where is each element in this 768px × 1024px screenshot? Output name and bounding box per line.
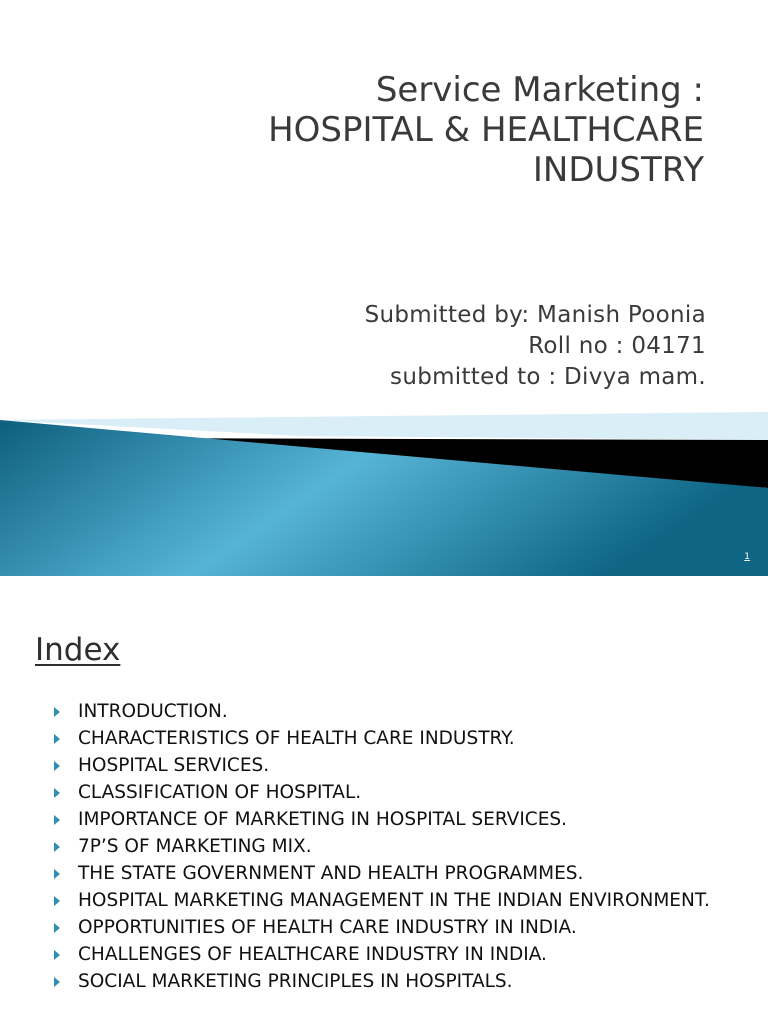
roll-no-line: Roll no : 04171 xyxy=(528,333,706,359)
triangle-bullet-icon xyxy=(54,923,60,933)
list-item xyxy=(54,810,754,830)
list-item-text: INTRODUCTION. xyxy=(78,701,228,722)
triangle-bullet-icon xyxy=(54,761,60,771)
slide-number: 1 xyxy=(744,552,750,562)
list-item-text: CHARACTERISTICS OF HEALTH CARE INDUSTRY. xyxy=(78,728,515,749)
index-slide xyxy=(0,576,768,1024)
list-item xyxy=(54,891,754,911)
list-item-text: HOSPITAL MARKETING MANAGEMENT IN THE INDIAN ENVIRONMENT. xyxy=(78,890,710,911)
list-item-text: THE STATE GOVERNMENT AND HEALTH PROGRAMMES. xyxy=(78,863,584,884)
triangle-bullet-icon xyxy=(54,815,60,825)
list-item xyxy=(54,729,754,749)
triangle-bullet-icon xyxy=(54,842,60,852)
list-item-text: CHALLENGES OF HEALTHCARE INDUSTRY IN INDIA. xyxy=(78,944,547,965)
triangle-bullet-icon xyxy=(54,896,60,906)
list-item xyxy=(54,837,754,857)
list-item xyxy=(54,918,754,938)
list-item-text: 7P’S OF MARKETING MIX. xyxy=(78,836,312,857)
list-item xyxy=(54,864,754,884)
title-line: Service Marketing : xyxy=(375,70,704,110)
list-item-text: CLASSIFICATION OF HOSPITAL. xyxy=(78,782,362,803)
index-heading: Index xyxy=(35,632,121,668)
submitted-to-line: submitted to : Divya mam. xyxy=(390,364,706,390)
triangle-bullet-icon xyxy=(54,788,60,798)
list-item xyxy=(54,972,754,992)
triangle-bullet-icon xyxy=(54,869,60,879)
list-item xyxy=(54,756,754,776)
submitted-by-line: Submitted by: Manish Poonia xyxy=(364,302,706,328)
list-item-text: OPPORTUNITIES OF HEALTH CARE INDUSTRY IN INDIA. xyxy=(78,917,577,938)
triangle-bullet-icon xyxy=(54,977,60,987)
title-line: INDUSTRY xyxy=(532,150,704,190)
list-item xyxy=(54,945,754,965)
list-item-text: IMPORTANCE OF MARKETING IN HOSPITAL SERVICES. xyxy=(78,809,568,830)
index-list xyxy=(54,702,754,999)
title-line: HOSPITAL & HEALTHCARE xyxy=(268,110,704,150)
list-item xyxy=(54,702,754,722)
triangle-bullet-icon xyxy=(54,734,60,744)
triangle-bullet-icon xyxy=(54,707,60,717)
list-item xyxy=(54,783,754,803)
triangle-bullet-icon xyxy=(54,950,60,960)
list-item-text: SOCIAL MARKETING PRINCIPLES IN HOSPITALS. xyxy=(78,971,513,992)
list-item-text: HOSPITAL SERVICES. xyxy=(78,755,270,776)
